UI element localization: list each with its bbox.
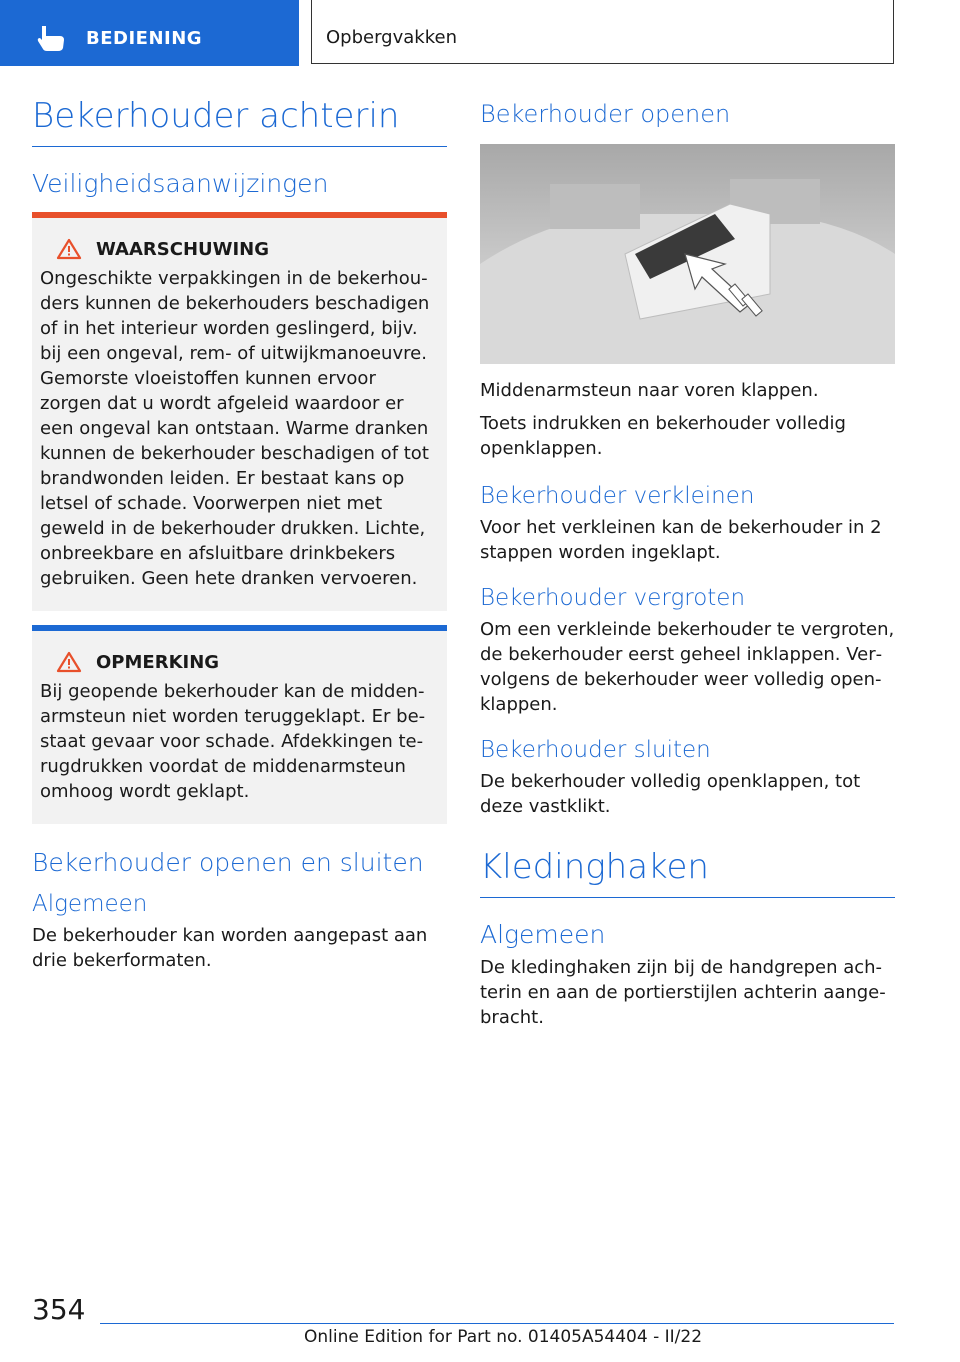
note-label: OPMERKING — [96, 651, 220, 673]
page-title: Bekerhouder achterin — [32, 96, 447, 147]
footer-edition: Online Edition for Part no. 01405A54404 - II/22 — [304, 1327, 703, 1347]
pointing-hand-icon — [36, 24, 66, 52]
warning-label: WAARSCHUWING — [96, 238, 270, 260]
enlarge-heading: Bekerhouder vergroten — [480, 585, 746, 611]
right-column — [480, 96, 895, 1030]
open-heading: Bekerhouder openen — [480, 100, 731, 128]
warning-triangle-icon — [56, 651, 82, 673]
close-text: De bekerhouder volledig openklappen, tot deze vastklikt. — [480, 771, 861, 817]
open-close-heading: Bekerhouder openen en sluiten — [32, 848, 424, 877]
safety-heading: Veiligheidsaanwijzingen — [32, 169, 329, 198]
cupholder-photo — [480, 144, 895, 364]
page-number: 354 — [32, 1293, 86, 1326]
hooks-general-heading: Algemeen — [480, 920, 606, 949]
hooks-text: De kledinghaken zijn bij de handgrepen achterin en aan de portierstijlen achterin aangebracht. — [480, 957, 886, 1028]
chapter-header — [311, 0, 894, 64]
general-heading: Algemeen — [32, 891, 148, 917]
hooks-title: Kledinghaken — [480, 847, 895, 898]
chapter-label: Opbergvakken — [326, 27, 457, 48]
cupholder-illustration — [480, 144, 895, 364]
note-text: Bij geopende bekerhouder kan de middenarmsteun niet worden teruggeklapt. Er bestaat gevaar voor schade. Afdekkingen terugdrukken voordat de middenarmsteun omhoog wordt geklapt. — [40, 681, 426, 802]
warning-text: Ongeschikte verpakkingen in de bekerhouders kunnen de bekerhouders beschadigen of in het interieur worden geslingerd, bijv. bij een ongeval, rem- of uitwijkmanoeuvre. Gemorste vloeistoffen kunnen ervoor zorgen dat u wordt afgeleid waardoor er een ongeval kan ontstaan. Warme dranken kunnen de bekerhouder beschadigen of tot brandwonden leiden. Er bestaat kans op letsel of schade. Voorwerpen niet met geweld in de bekerhouder drukken. Lichte, onbreekbare en afsluitbare drinkbekers gebruiken. Geen hete dranken vervoeren. — [40, 268, 430, 589]
enlarge-text: Om een verkleinde bekerhouder te vergroten, de bekerhouder eerst geheel inklappen. Vervolgens de bekerhouder weer volledig openklappen. — [480, 619, 895, 715]
footer-divider — [100, 1323, 894, 1324]
section-label: BEDIENING — [86, 28, 203, 49]
note-box — [32, 625, 447, 824]
warning-triangle-icon — [56, 238, 82, 260]
shrink-text: Voor het verkleinen kan de bekerhouder in 2 stappen worden ingeklapt. — [480, 517, 882, 563]
general-text: De bekerhouder kan worden aangepast aan drie bekerformaten. — [32, 925, 428, 971]
step-1: Middenarmsteun naar voren klappen. — [480, 380, 819, 401]
warning-box — [32, 212, 447, 611]
close-heading: Bekerhouder sluiten — [480, 737, 711, 763]
step-2: Toets indrukken en bekerhouder volledig openklappen. — [480, 413, 846, 459]
shrink-heading: Bekerhouder verkleinen — [480, 483, 755, 509]
left-column — [32, 96, 447, 973]
section-tab — [0, 0, 299, 66]
